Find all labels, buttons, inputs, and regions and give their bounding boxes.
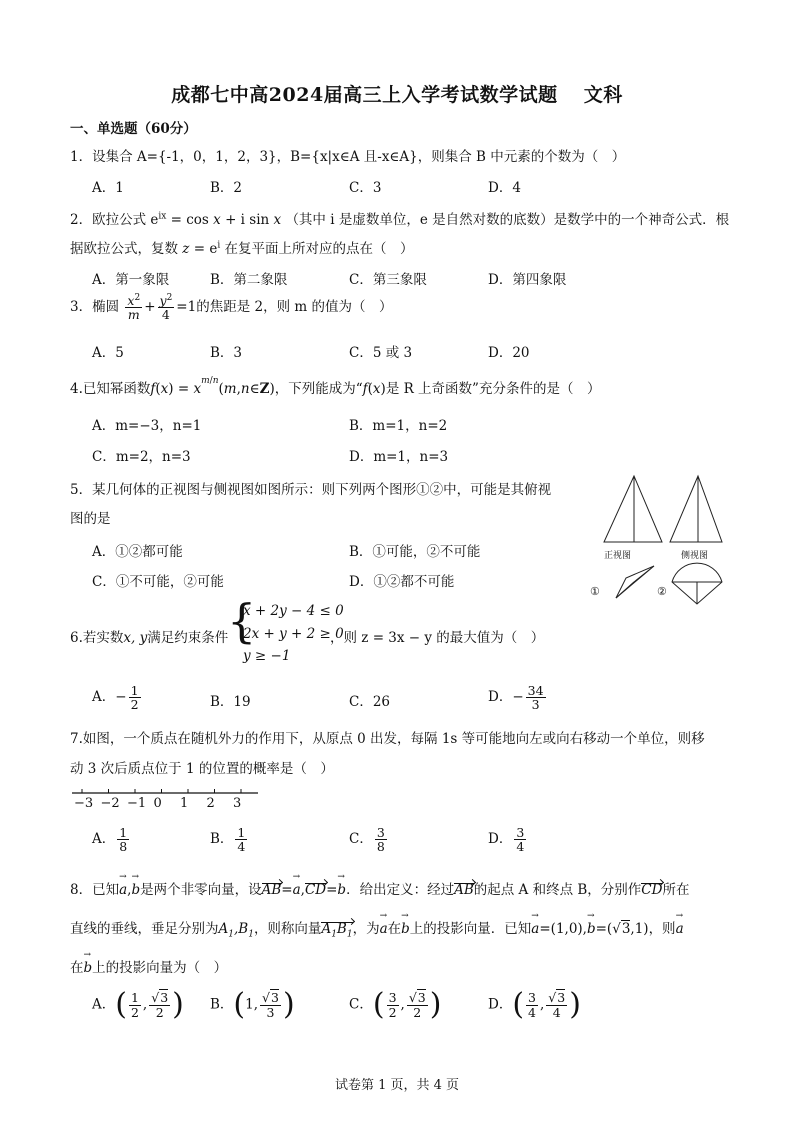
q6-frac-a: $\frac{1}{2}$ — [130, 683, 139, 713]
number-line-label: 0 — [153, 796, 162, 811]
constraint-2: 2x + y + 2 ≥ 0 — [243, 626, 344, 642]
q5-option-b: B．①可能，②不可能 — [349, 544, 481, 560]
q8-text-f: 直线的垂线，垂足分别为 — [70, 921, 219, 937]
q7-option-a — [92, 826, 131, 853]
complex-z: $z = e^i$ — [182, 240, 221, 257]
q4-stem: 4.已知幂函数$f(x) = x^{m/n}(m,n\in Z)$，下列能成为“f(x)是 R 上奇函数”充分条件的是（ ） — [70, 376, 601, 397]
q2-text-d: 在复平面上所对应的点在（ ） — [224, 241, 414, 257]
q2-text-c: 据欧拉公式，复数 — [70, 241, 178, 257]
power-function: $f(x) = x^{m/n}(m,n\in Z)$ — [150, 376, 275, 397]
q6-vars: x, y — [123, 630, 148, 646]
q3-text-a: 3．椭圆 — [70, 299, 120, 316]
q1-option-a: A．1 — [92, 180, 124, 196]
q3-option-a: A．5 — [92, 345, 124, 361]
q8-text-c: ．给出定义：经过 — [346, 882, 455, 898]
q8-text-i: 在 — [387, 921, 402, 937]
number-line-label: 1 — [180, 796, 189, 811]
q4-option-d: D．m=1，n=3 — [349, 449, 449, 465]
q5-option-d: D．①②都不可能 — [349, 574, 455, 590]
q1-option-c: C．3 — [349, 180, 382, 196]
q7-option-d — [488, 826, 528, 853]
given-vectors: → a=(1,0),→ b=(√3,1) — [531, 921, 648, 937]
fig-2-label: ② — [657, 585, 667, 598]
q1-stem: 1．设集合 A={-1，0，1，2，3}，B={x|x∈A 且-x∈A}，则集合 B 中元素的个数为（ ） — [70, 149, 626, 165]
q6-option-b: B．19 — [210, 694, 251, 710]
q6-text-c: ，则 z = 3x − y 的最大值为（ ） — [330, 630, 545, 646]
q8-option-d: D．( $\frac{3}{4}$ , $\frac{√3}{4}$ ) — [488, 987, 581, 1022]
q1-option-d: D．4 — [488, 180, 521, 196]
q8-option-c: C．( $\frac{3}{2}$ , $\frac{√3}{2}$ ) — [349, 987, 442, 1022]
q4-option-c: C．m=2，n=3 — [92, 449, 191, 465]
q7-option-c-label: C． — [349, 831, 373, 848]
q7-option-c — [349, 826, 389, 853]
q6-option-a-label: A． — [92, 689, 116, 706]
section-heading: 一、单选题（60分） — [70, 121, 197, 137]
exam-title: 成都七中高2024届高三上入学考试数学试题 — [171, 84, 558, 106]
q7-stem-line1: 7.如图，一个质点在随机外力的作用下，从原点 0 出发，每隔 1s 等可能地向左或向右移动一个单位，则移 — [70, 731, 705, 747]
front-view-label: 正视图 — [604, 551, 632, 561]
q7-option-b-label: B． — [210, 831, 234, 848]
vec-AB: AB — [454, 882, 474, 898]
ellipse-frac-x: $\frac{x^2}{m}$ — [127, 293, 141, 323]
q2-option-c: C．第三象限 — [349, 272, 427, 288]
q6-frac-d: $\frac{34}{3}$ — [527, 683, 544, 713]
q4-text-a: 4.已知幂函数 — [70, 381, 151, 397]
q4-option-a: A．m=−3，n=1 — [92, 418, 202, 434]
q8-stem-line3 — [70, 956, 227, 976]
number-line-label: 3 — [233, 796, 242, 811]
q7-option-b — [210, 826, 249, 853]
q8-option-b: B．(1, $\frac{√3}{3}$ ) — [210, 987, 295, 1022]
page-footer: 试卷第 1 页，共 4 页 — [334, 1078, 460, 1093]
q7-option-d-label: D． — [488, 831, 513, 848]
q5-stem-line2: 图的是 — [70, 511, 111, 527]
page-title — [0, 80, 794, 107]
number-line-label: −1 — [127, 796, 147, 811]
q4-text-c: 是 R 上奇函数”充分条件的是（ ） — [385, 381, 601, 397]
q6-text-a: 6.若实数 — [70, 630, 124, 646]
q6-stem — [70, 626, 228, 646]
constraint-3: y ≥ −1 — [243, 648, 291, 664]
q8-option-b-label: B． — [210, 996, 234, 1013]
side-view-label: 侧视图 — [681, 551, 709, 561]
vec-A1B1: $A_1B_1$ — [321, 921, 353, 940]
side-view-triangle — [670, 476, 722, 542]
front-view-triangle — [604, 476, 662, 542]
q8-text-a: 8．已知 — [70, 882, 120, 898]
q2-stem-line1 — [70, 208, 729, 228]
q3-option-b: B．3 — [210, 345, 243, 361]
q3-option-c: C．5 或 3 — [349, 345, 413, 361]
vec-CD: CD — [641, 882, 663, 898]
number-line-label: −2 — [100, 796, 120, 811]
q2-option-d: D．第四象限 — [488, 272, 567, 288]
q8-stem-line1: 8．已知→ a,→ b是两个非零向量，设AB=→ a,CD=→ b．给出定义：经过AB的起点 A 和终点 B，分别作CD所在 — [70, 878, 689, 898]
q8-text-b: 是两个非零向量，设 — [140, 882, 262, 898]
q7-frac-b: $\frac{1}{4}$ — [237, 825, 246, 855]
foot-points: $A_1,B_1$ — [218, 921, 254, 940]
q5-option-c: C．①不可能，②可能 — [92, 574, 224, 590]
q3-stem: 3．椭圆 $\frac{x^2}{m}$ + $\frac{y^2}{4}$ =1的焦距是 2，则 m 的值为（ ） — [70, 293, 393, 323]
q8-text-j: 上的投影向量．已知 — [409, 921, 532, 937]
vec-a-3: → a — [676, 921, 684, 937]
q8-text-l: 在 — [70, 960, 84, 976]
vec-a-2: → a — [380, 921, 388, 937]
q2-option-a: A．第一象限 — [92, 272, 170, 288]
vec-b: → b — [131, 882, 140, 898]
q8-text-d: 的起点 A 和终点 B，分别作 — [473, 882, 642, 898]
q8-text-g: ，则称向量 — [253, 921, 322, 937]
q2-text-a: 2．欧拉公式 — [70, 212, 147, 228]
number-line-label: −3 — [74, 796, 94, 811]
exam-subject: 文科 — [583, 84, 623, 106]
q8-option-d-label: D． — [488, 996, 513, 1013]
euler-formula: $e^{ix} = \cos x + i$ sin x — [146, 211, 282, 228]
q4-option-b: B．m=1，n=2 — [349, 418, 448, 434]
q1-option-b: B．2 — [210, 180, 243, 196]
q3-option-d: D．20 — [488, 345, 530, 361]
q7-frac-a: $\frac{1}{8}$ — [119, 825, 128, 855]
q7-option-a-label: A． — [92, 831, 116, 848]
q3-text-b: 的焦距是 2，则 m 的值为（ ） — [196, 299, 393, 316]
q7-stem-line2: 动 3 次后质点位于 1 的位置的概率是（ ） — [70, 761, 334, 777]
q8-option-a: A．( $\frac{1}{2}$ , $\frac{√3}{2}$ ) — [92, 987, 184, 1022]
q2-option-b: B．第二象限 — [210, 272, 288, 288]
vec-b-2: → b — [401, 921, 410, 937]
fig-1-label: ① — [590, 585, 600, 598]
q7-frac-d: $\frac{3}{4}$ — [516, 825, 525, 855]
q4-text-b: ，下列能成为“ — [274, 381, 363, 397]
vec-a: → a — [119, 882, 127, 898]
q8-stem-line2 — [70, 917, 684, 940]
q8-def-ab: AB=→ a,CD=→ b — [262, 882, 346, 898]
constraint-brace: { — [227, 594, 257, 648]
q7-frac-c: $\frac{3}{8}$ — [376, 825, 385, 855]
q8-option-c-label: C． — [349, 996, 373, 1013]
q8-text-m: 上的投影向量为（ ） — [92, 960, 228, 976]
constraint-1: x + 2y − 4 ≤ 0 — [243, 603, 344, 619]
q8-text-k: ，则 — [648, 921, 676, 937]
vec-b-3: → b — [84, 960, 93, 976]
q6-text-b: 满足约束条件 — [147, 630, 229, 646]
q2-stem-line2 — [70, 237, 414, 257]
q8-option-a-label: A． — [92, 996, 116, 1013]
q6-option-a: A．− $\frac{1}{2}$ — [92, 683, 139, 713]
q2-text-b: （其中 i 是虚数单位，e 是自然对数的底数）是数学中的一个神奇公式．根 — [285, 212, 730, 228]
q8-text-e: 所在 — [662, 882, 690, 898]
q5-option-a: A．①②都可能 — [92, 544, 183, 560]
q5-stem-line1: 5．某几何体的正视图与侧视图如图所示：则下列两个图形①②中，可能是其俯视 — [70, 482, 552, 498]
number-line-label: 2 — [206, 796, 215, 811]
q6-option-d-label: D． — [488, 689, 513, 706]
q6-option-d: D．− $\frac{34}{3}$ — [488, 683, 544, 713]
ellipse-frac-y: $\frac{y^2}{4}$ — [159, 293, 173, 323]
q8-text-h: ，为 — [352, 921, 380, 937]
q6-option-c: C．26 — [349, 694, 391, 710]
